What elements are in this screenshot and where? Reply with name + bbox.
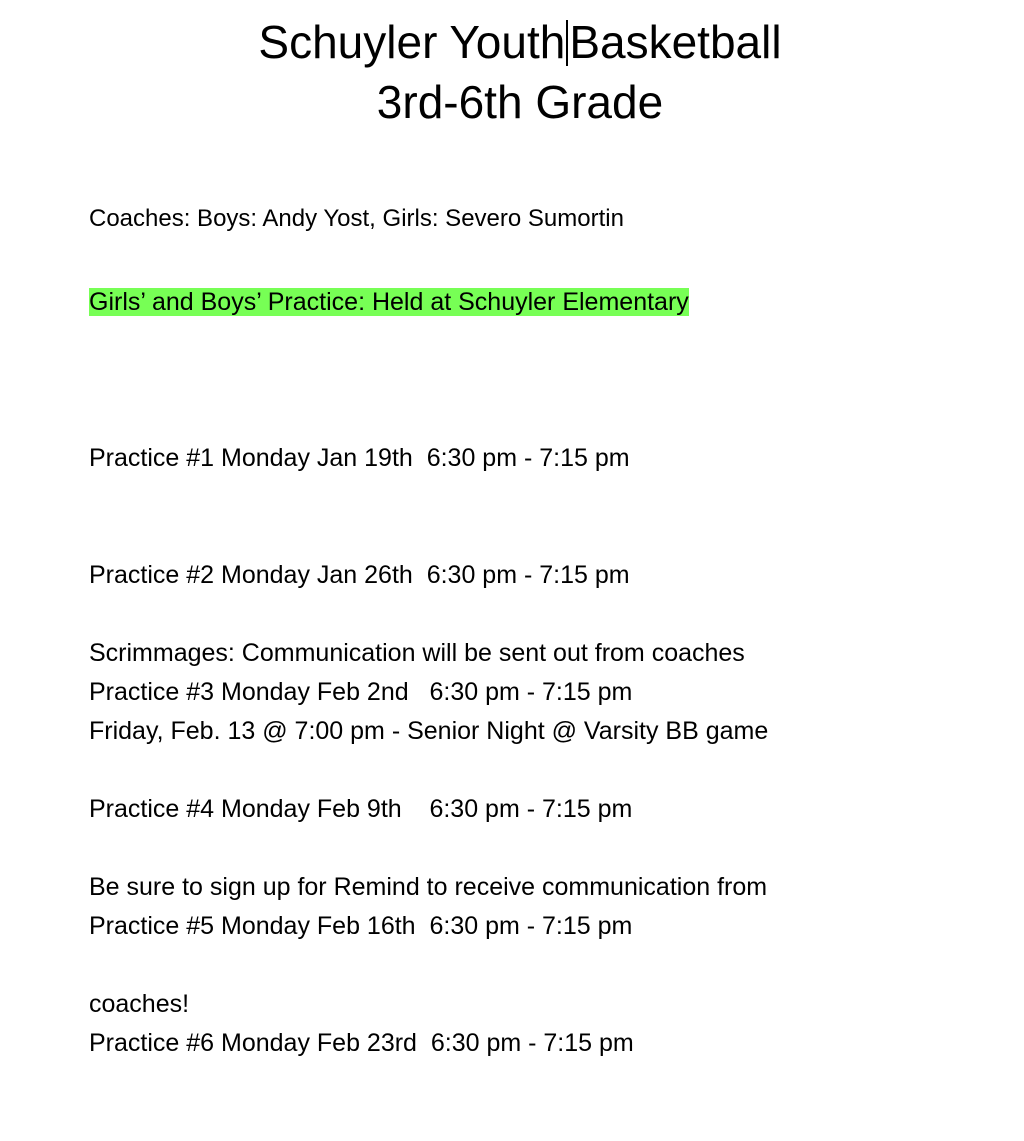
title-text-before-caret: Schuyler Youth bbox=[258, 16, 566, 68]
title-line-1 bbox=[0, 12, 1024, 72]
title-text-after-caret: Basketball bbox=[569, 16, 782, 68]
scrimmages-line: Scrimmages: Communication will be sent out from coaches bbox=[89, 639, 745, 667]
schedule-row: Practice #1 Monday Jan 19th 6:30 pm - 7:15 pm bbox=[89, 444, 630, 472]
coaches-line: Coaches: Boys: Andy Yost, Girls: Severo Sumortin bbox=[89, 205, 624, 232]
highlighted-text: Girls’ and Boys’ Practice: Held at Schuyler Elementary bbox=[89, 288, 689, 316]
schedule-row: Practice #2 Monday Jan 26th 6:30 pm - 7:15 pm bbox=[89, 561, 630, 589]
schedule-row: Practice #6 Monday Feb 23rd 6:30 pm - 7:15 pm bbox=[89, 1029, 634, 1057]
remind-note bbox=[89, 790, 767, 1102]
remind-note-line-2: coaches! bbox=[89, 990, 190, 1018]
schedule-row: Practice #4 Monday Feb 9th 6:30 pm - 7:15 pm bbox=[89, 795, 633, 823]
schedule-row: Practice #3 Monday Feb 2nd 6:30 pm - 7:15 pm bbox=[89, 678, 633, 706]
practice-location-line bbox=[89, 283, 689, 322]
document-title bbox=[0, 12, 1024, 132]
schedule-row: Practice #5 Monday Feb 16th 6:30 pm - 7:15 pm bbox=[89, 912, 633, 940]
remind-note-line-1: Be sure to sign up for Remind to receive communication from bbox=[89, 873, 768, 901]
senior-night-line: Friday, Feb. 13 @ 7:00 pm - Senior Night @ Varsity BB game bbox=[89, 717, 769, 745]
title-line-2: 3rd-6th Grade bbox=[376, 76, 664, 128]
